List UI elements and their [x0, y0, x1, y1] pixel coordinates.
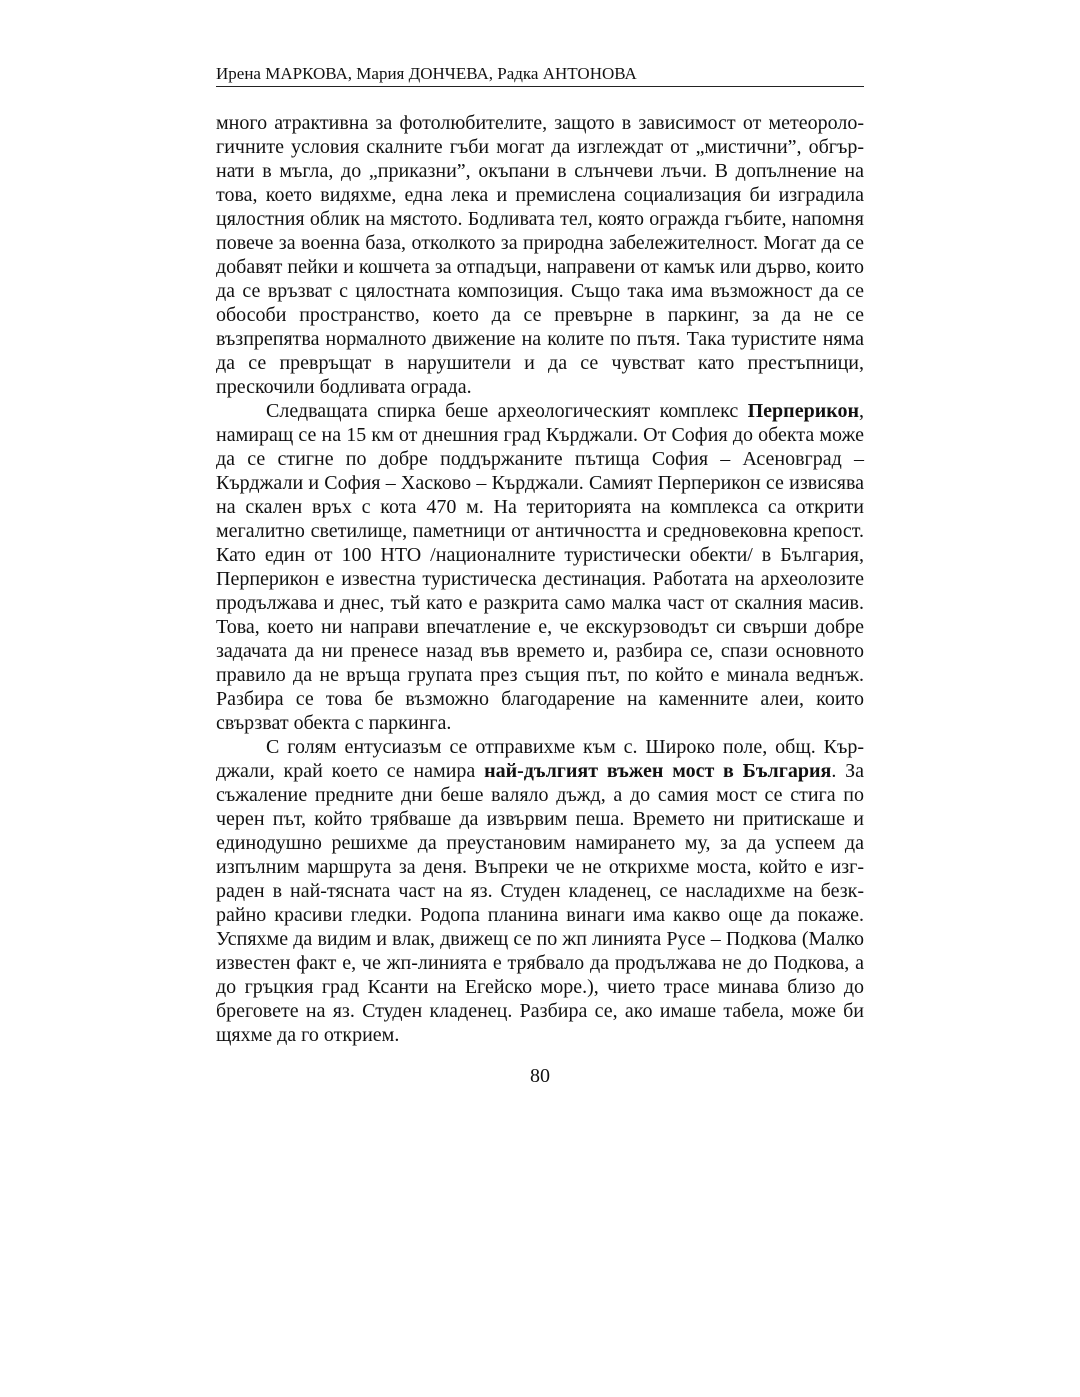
- header-authors: Ирена МАРКОВА, Мария ДОНЧЕВА, Радка АНТОНОВА: [216, 64, 637, 83]
- longest-rope-bridge-bold-term: най-дългият въжен мост в България: [484, 760, 832, 782]
- paragraph-2-start: Следващата спирка беше археологическият комплекс: [266, 400, 748, 422]
- paragraph-2-rest: , намиращ се на 15 км от днешния град Кърджали. От София до обекта може да се стигне по добре поддържаните пътища София – Асеновград – Кърджали и София – Хасково – Кърджали. Самият Перперикон се извисява на скален връх с кота 470 м. На територията на комплекса са открити мегалитно светилище, паметници от античността и средновековна крепост. Като един от 100 НТО /националните туристически обекти/ в България, Перперикон е известна туристическа дестинация. Работата на археолозите продължава и днес, тъй като е разкрита само малка част от скалния масив. Това, което ни направи впечатление е, че екскурзоводът си свърши добре задачата да ни пренесе назад във времето и, разбира се, спази основното правило да не връща групата през същия път, по който е минала веднъж. Разбира се това бе възможно благодарение на каменните алеи, които свързват обекта с паркинга.: [216, 400, 864, 734]
- paragraph-2: [216, 399, 864, 735]
- running-header: [216, 64, 864, 87]
- paragraph-1: много атрактивна за фотолюбителите, защото в зависимост от метеорологичните условия скалните гъби могат да изглеждат от „мистични”, обгърнати в мъгла, до „приказни”, окъпани в слънчеви лъчи. В допълнение на това, което видяхме, една лека и премислена социализация би изградила цялостния облик на мястото. Бодливата тел, която огражда гъбите, напомня повече за военна база, отколкото за природна забележителност. Могат да се добавят пейки и кошчета за отпадъци, направени от камък или дърво, които да се връзват с цялостната композиция. Също така има възможност да се обособи пространство, което да се превърне в паркинг, за да не се възпрепятва нормалното движение на колите по пътя. Така туристите няма да се превръщат в нарушители и да се чувстват като престъпници, прескочили бодливата ограда.: [216, 112, 864, 398]
- page-number: 80: [530, 1065, 550, 1087]
- paragraph-3-rest: . За съжаление предните дни беше валяло дъжд, а до самия мост се стига по черен път, който трябваше да извървим пеша. Времето ни притискаше и единодушно решихме да преустановим намирането му, за да успеем да изпълним маршрута за деня. Въпреки че не открихме моста, който е изграден в най-тясната част на яз. Студен кладенец, се насладихме на безкрайно красиви гледки. Родопа планина винаги има какво още да покаже. Успяхме да видим и влак, движещ се по жп линията Русе – Подкова (Малко известен факт е, че жп-линията е трябвало да продължава не до Подкова, а до гръцкия град Ксанти на Егейско море.), чието трасе минава близо до бреговете на яз. Студен кладенец. Разбира се, ако имаше табела, може би щяхме да го открием.: [216, 760, 864, 1046]
- paragraph-3-start: С голям ентусиазъм се отправихме към с. Широко поле, общ. Кърджали, край което се намира: [216, 736, 864, 782]
- perperikon-bold-term: Перперикон: [747, 400, 859, 422]
- body-text: [216, 111, 864, 1047]
- paragraph-3: [216, 735, 864, 1047]
